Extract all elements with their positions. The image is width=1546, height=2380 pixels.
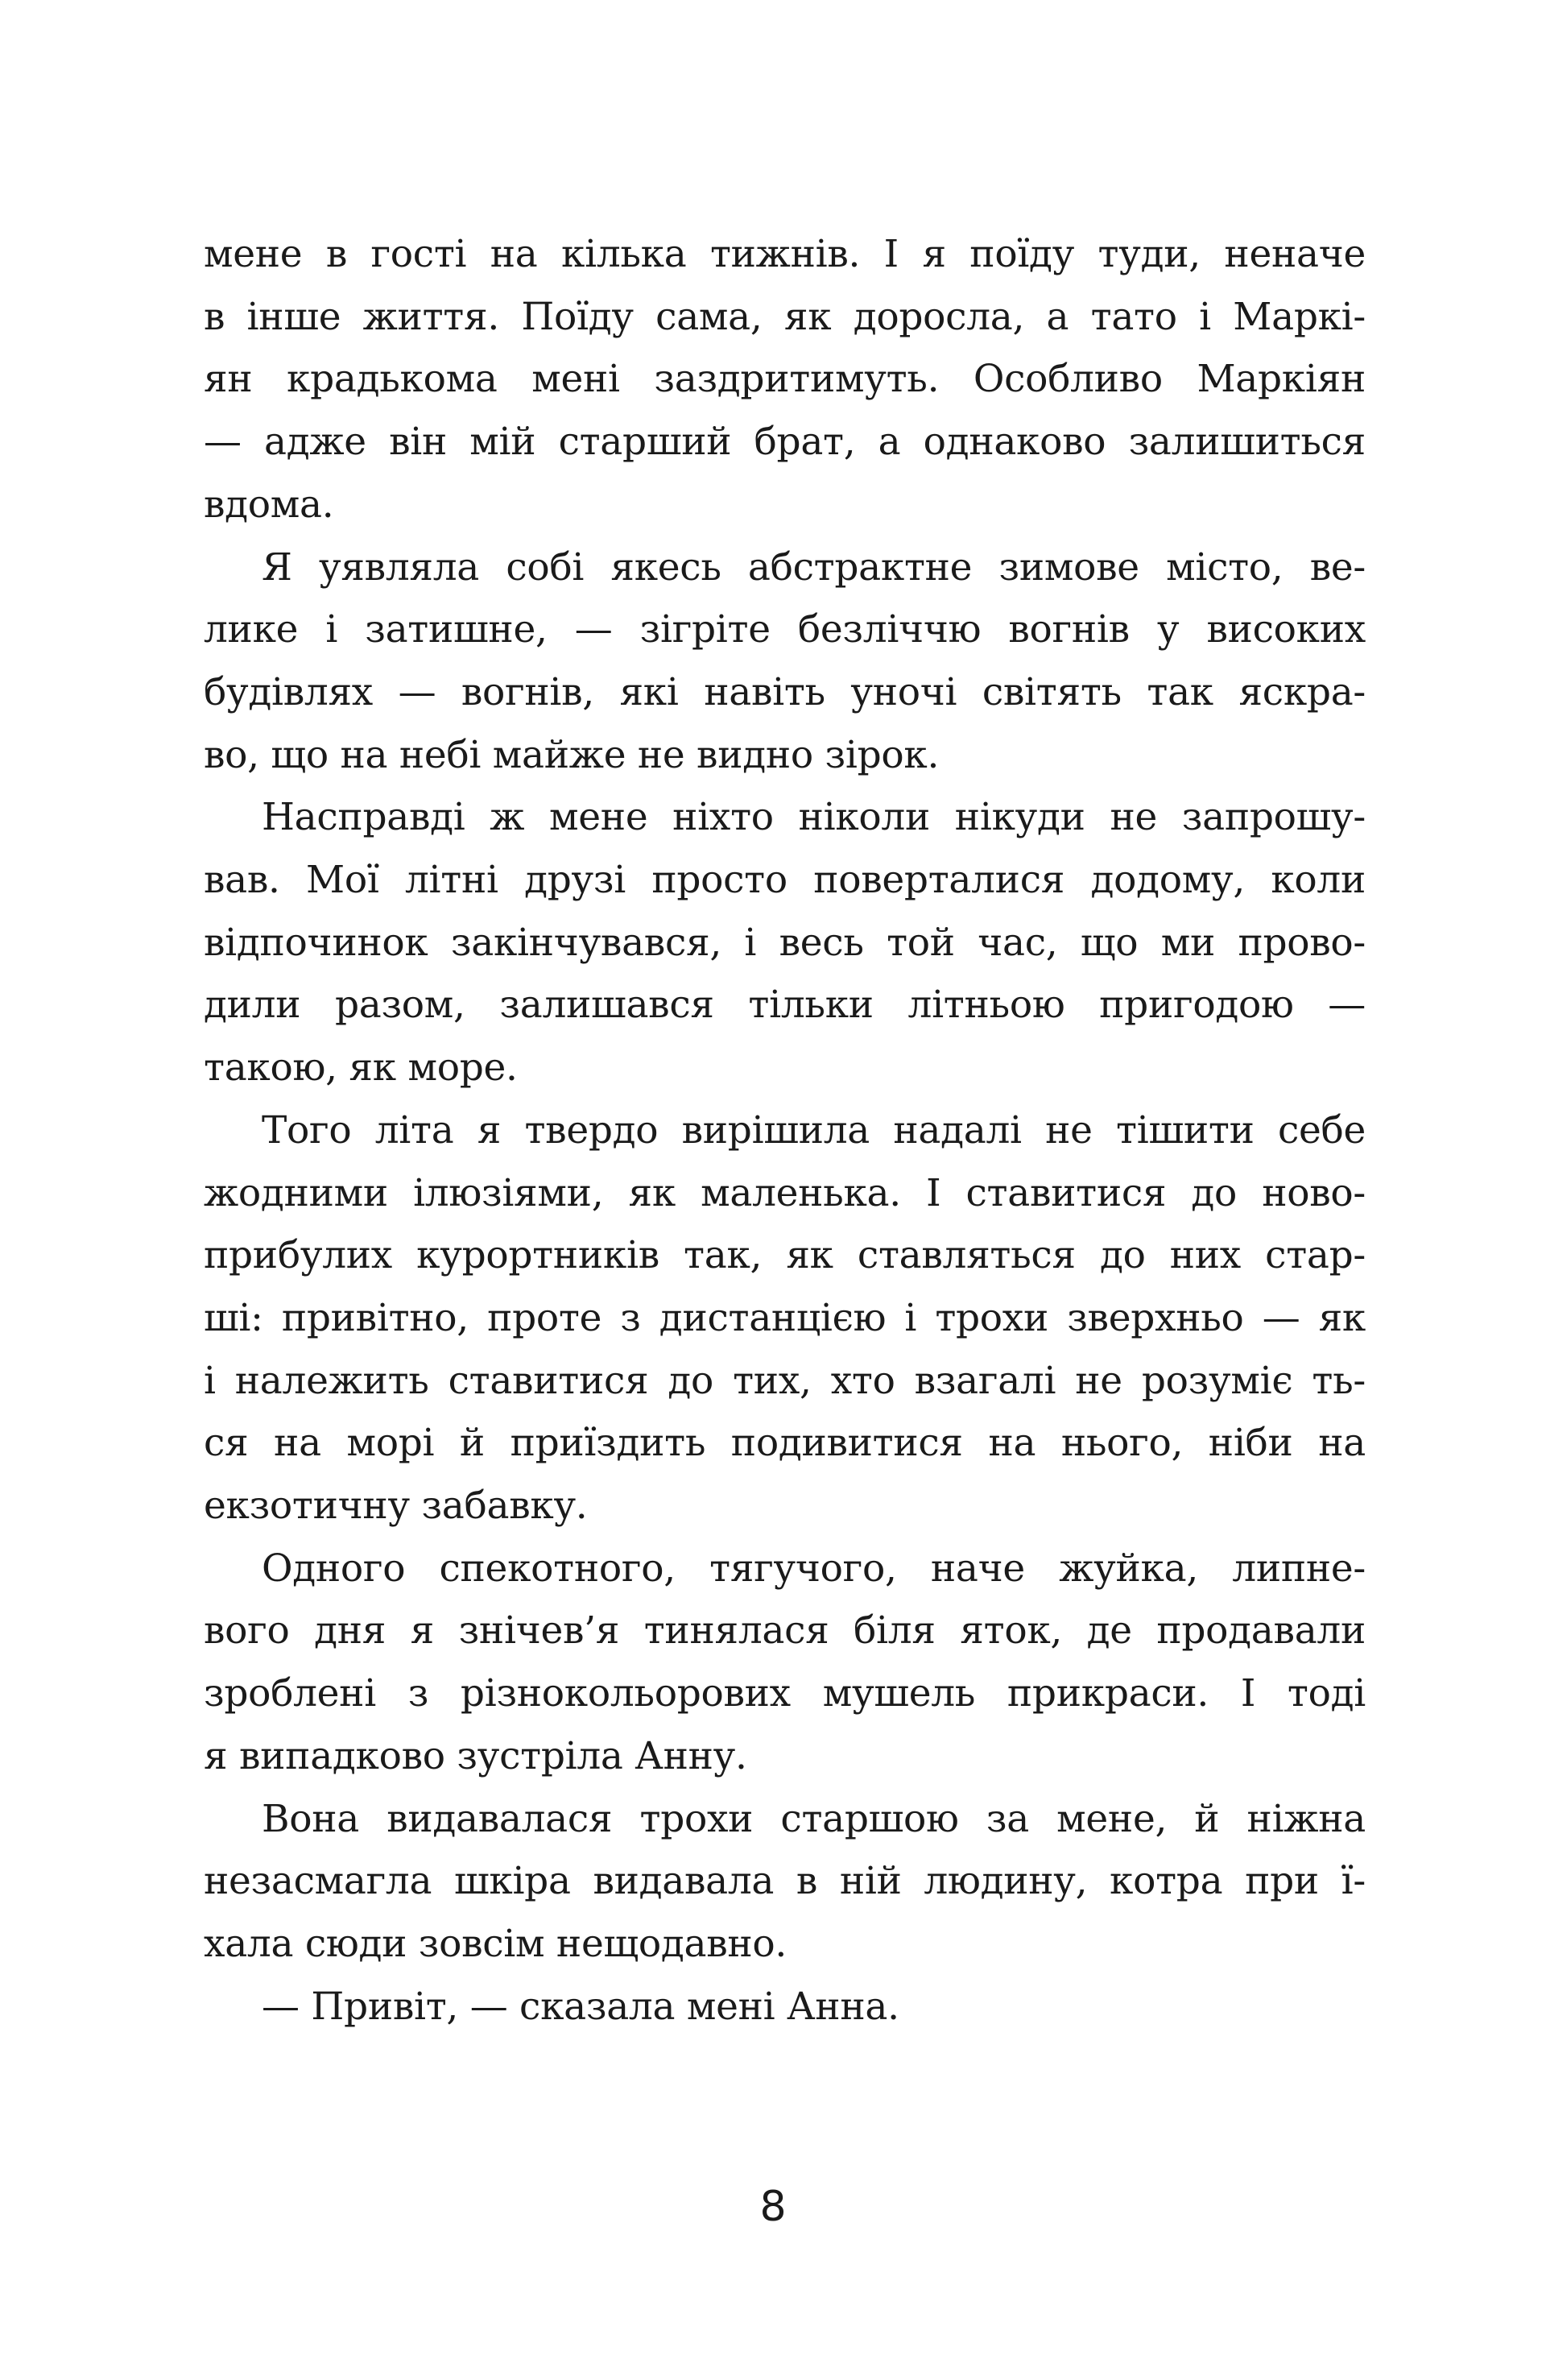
text-line: в інше життя. Поїду сама, як доросла, а тато і Маркі- xyxy=(204,294,1366,339)
text-line: будівлях — вогнів, які навіть уночі світять так яскра- xyxy=(204,669,1366,714)
text-line: вдома. xyxy=(204,482,334,527)
text-line: Одного спекотного, тягучого, наче жуйка, липне- xyxy=(262,1546,1366,1591)
text-line: Я уявляла собі якесь абстрактне зимове місто, ве- xyxy=(262,544,1366,590)
paragraph-4 xyxy=(204,1099,1366,1538)
text-line: — адже він мій старший брат, а однаково залишиться xyxy=(204,420,1366,465)
text-line: незасмагла шкіра видавала в ній людину, котра при ї- xyxy=(204,1859,1366,1904)
body-text xyxy=(204,223,1366,2038)
paragraph-7-dialogue xyxy=(204,1976,1366,2039)
paragraph-6 xyxy=(204,1788,1366,1976)
text-line: Того літа я твердо вирішила надалі не тішити себе xyxy=(262,1107,1366,1153)
text-line: зроблені з різнокольорових мушель прикраси. І тоді xyxy=(204,1671,1366,1716)
text-line: Насправді ж мене ніхто ніколи нікуди не запрошу- xyxy=(262,795,1366,840)
text-line: і належить ставитися до тих, хто взагалі не розуміє ть- xyxy=(204,1358,1366,1403)
text-line: ян крадькома мені заздритимуть. Особливо Маркіян xyxy=(204,357,1366,402)
text-line: дили разом, залишався тільки літньою пригодою — xyxy=(204,983,1366,1028)
text-line: хала сюди зовсім нещодавно. xyxy=(204,1921,787,1966)
text-line: во, що на небі майже не видно зірок. xyxy=(204,732,940,777)
text-line: я випадково зустріла Анну. xyxy=(204,1733,747,1778)
text-line: мене в гості на кілька тижнів. І я поїду туди, неначе xyxy=(204,232,1366,276)
text-line: вав. Мої літні друзі просто поверталися додому, коли xyxy=(204,858,1366,903)
text-line: екзотичну забавку. xyxy=(204,1484,588,1529)
text-line: вого дня я знічев’я тинялася біля яток, де продавали xyxy=(204,1608,1366,1654)
paragraph-2 xyxy=(204,536,1366,787)
text-line: лике і затишне, — зігріте безліччю вогнів у високих xyxy=(204,607,1366,652)
dialogue-line: — Привіт, — сказала мені Анна. xyxy=(262,1984,899,2029)
text-line: прибулих курортників так, як ставляться до них стар- xyxy=(204,1233,1366,1278)
paragraph-5 xyxy=(204,1538,1366,1788)
page-number: 8 xyxy=(759,2183,787,2231)
paragraph-1 xyxy=(204,223,1366,536)
text-line: такою, як море. xyxy=(204,1045,518,1091)
text-line: Вона видавалася трохи старшою за мене, й ніжна xyxy=(262,1796,1366,1841)
paragraph-3 xyxy=(204,786,1366,1099)
text-line: ся на морі й приїздить подивитися на нього, ніби на xyxy=(204,1421,1366,1466)
text-line: жодними ілюзіями, як маленька. І ставитися до ново- xyxy=(204,1170,1366,1215)
text-line: ші: привітно, проте з дистанцією і трохи зверхньо — як xyxy=(204,1295,1366,1340)
text-line: відпочинок закінчувався, і весь той час, що ми прово- xyxy=(204,920,1366,965)
